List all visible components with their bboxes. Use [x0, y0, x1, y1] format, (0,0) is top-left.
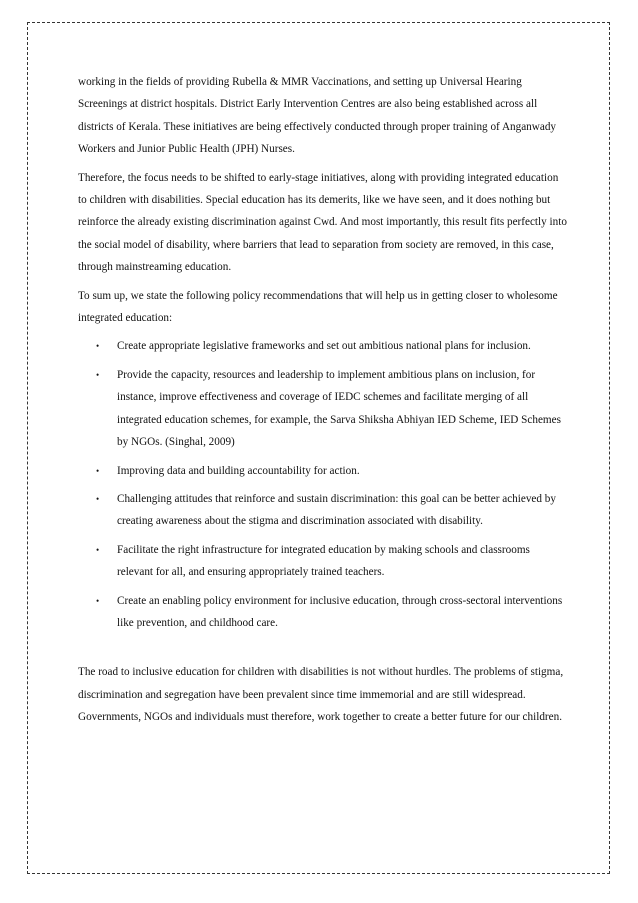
bullet-icon: • — [96, 544, 100, 555]
paragraph-conclusion: The road to inclusive education for children with disabilities is not without hurdles. The problems of stigma, discrimination and segregation have been prevalent since time immemorial and are still widespread. Governments, NGOs and individuals must therefore, work together to create a better future for our children. — [78, 666, 564, 724]
recommendation-text: Provide the capacity, resources and leadership to implement ambitious plans on inclusion, for instance, improve effectiveness and coverage of IEDC schemes and facilitate merging of all integrated education schemes, for example, the Sarva Shiksha Abhiyan IED Scheme, IED Schemes by NGOs. (Singhal, 2009) — [117, 368, 561, 449]
bullet-icon: • — [96, 595, 100, 606]
list-item — [78, 335, 568, 357]
document-body — [78, 71, 568, 735]
paragraph-initiatives: working in the fields of providing Rubella & MMR Vaccinations, and setting up Universal Hearing Screenings at district hospitals. District Early Intervention Centres are also being established across all districts of Kerala. These initiatives are being effectively conducted through proper training of Anganwady Workers and Junior Public Health (JPH) Nurses. — [78, 76, 557, 156]
paragraph-summary-intro: To sum up, we state the following policy recommendations that will help us in getting closer to wholesome integrated education: — [78, 289, 558, 325]
recommendation-text: Challenging attitudes that reinforce and sustain discrimination: this goal can be better achieved by creating awareness about the stigma and discrimination associated with disability. — [117, 492, 556, 528]
recommendation-text: Improving data and building accountability for action. — [117, 464, 360, 477]
bullet-icon: • — [96, 493, 100, 504]
list-item — [78, 590, 568, 635]
recommendations-list — [78, 335, 568, 634]
section-gap — [78, 640, 568, 661]
list-item — [78, 539, 568, 584]
list-item — [78, 488, 568, 533]
paragraph-focus-shift: Therefore, the focus needs to be shifted to early-stage initiatives, along with providing integrated education to children with disabilities. Special education has its demerits, like we have seen, and it does nothing but reinforce the already existing discrimination against Cwd. And most importantly, this result fits perfectly into the social model of disability, where barriers that lead to separation from society are removed, in this case, through mainstreaming education. — [78, 171, 567, 274]
list-item — [78, 460, 568, 482]
bullet-icon: • — [96, 369, 100, 380]
bullet-icon: • — [96, 465, 100, 476]
recommendation-text: Create appropriate legislative frameworks and set out ambitious national plans for inclusion. — [117, 340, 531, 353]
recommendation-text: Create an enabling policy environment for inclusive education, through cross-sectoral interventions like prevention, and childhood care. — [117, 594, 563, 629]
list-item — [78, 364, 568, 454]
bullet-icon: • — [96, 341, 100, 352]
recommendation-text: Facilitate the right infrastructure for integrated education by making schools and classrooms relevant for all, and ensuring appropriately trained teachers. — [117, 543, 530, 579]
